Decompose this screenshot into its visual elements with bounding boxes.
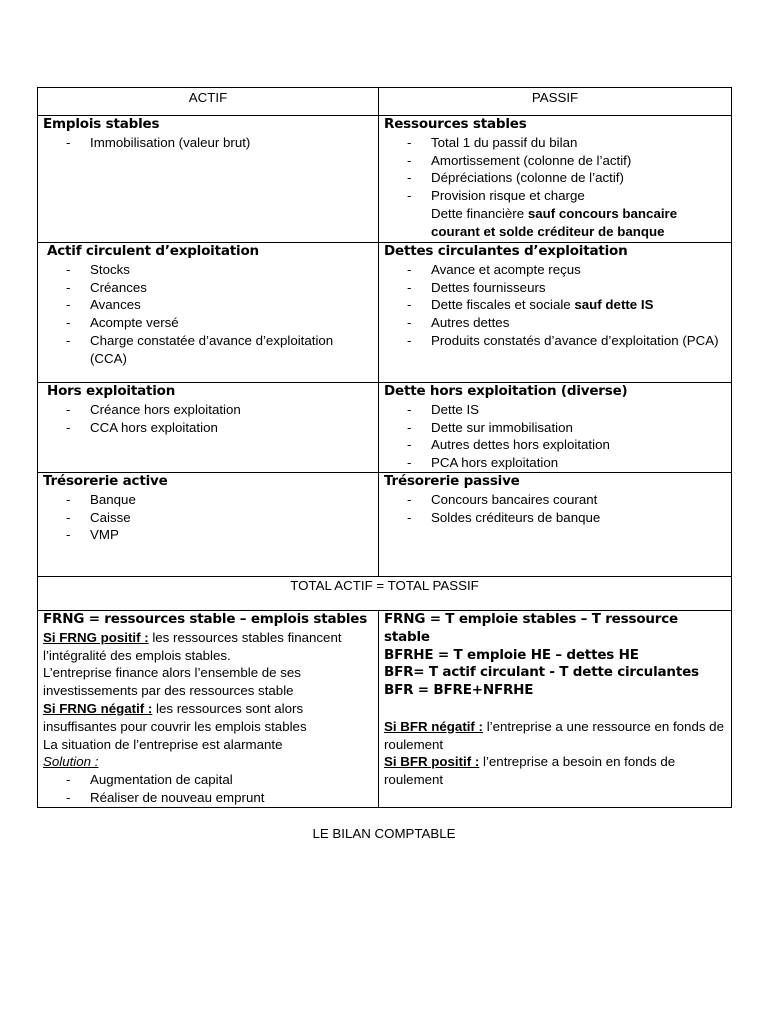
hors-exploitation-title: Hors exploitation	[47, 383, 176, 399]
tresorerie-active-title: Trésorerie active	[43, 472, 168, 489]
list-item: - Acompte versé	[90, 314, 373, 332]
frng-line3: La situation de l’entreprise est alarmante	[43, 736, 283, 752]
document-caption: LE BILAN COMPTABLE	[312, 826, 456, 841]
hors-exploitation-row	[38, 383, 732, 473]
list-item: - Autres dettes hors exploitation	[431, 436, 726, 454]
tresorerie-passive-list	[384, 491, 726, 527]
list-item: - Banque	[90, 491, 373, 509]
list-item: - Dépréciations (colonne de l’actif)	[431, 169, 726, 187]
list-item: - Autres dettes	[431, 314, 726, 332]
frng-negative	[43, 700, 373, 736]
frng-positive-label: Si FRNG positif :	[43, 629, 149, 645]
total-cell: TOTAL ACTIF = TOTAL PASSIF	[38, 576, 732, 610]
solution-label: Solution :	[43, 754, 99, 770]
list-item: - Augmentation de capital	[90, 771, 373, 789]
bfr-cell	[379, 610, 732, 807]
bfr-positive	[384, 753, 726, 789]
list-item: - Stocks	[90, 261, 373, 279]
list-item: - Créance hors exploitation	[90, 401, 373, 419]
dettes-circulantes-list	[384, 261, 726, 350]
dettes-circulantes-cell	[379, 243, 732, 383]
tresorerie-active-list	[43, 491, 373, 544]
list-item: - PCA hors exploitation	[431, 454, 726, 472]
list-item	[431, 296, 726, 314]
tresorerie-active-cell	[38, 472, 379, 576]
spacer	[384, 700, 726, 718]
list-item: - Dette sur immobilisation	[431, 419, 726, 437]
list-item: - Dettes fournisseurs	[431, 279, 726, 297]
bfr-positive-label: Si BFR positif :	[384, 754, 480, 770]
emplois-stables-list	[43, 134, 373, 152]
list-item: - Réaliser de nouveau emprunt	[90, 789, 373, 807]
list-item: - Créances	[90, 279, 373, 297]
circulant-row	[38, 243, 732, 383]
bfr-formula-3: BFR= T actif circulant - T dette circulantes	[384, 664, 699, 681]
bfr-formula-4: BFR = BFRE+NFRHE	[384, 682, 534, 699]
tresorerie-passive-cell	[379, 472, 732, 576]
balance-sheet-table	[37, 87, 732, 808]
list-item: - Total 1 du passif du bilan	[431, 134, 726, 152]
frng-negative-text: les ressources sont alors insuffisantes pour couvrir les emplois stables	[43, 700, 307, 734]
stable-row	[38, 116, 732, 243]
actif-circulant-list	[43, 261, 373, 368]
passif-header: PASSIF	[379, 88, 732, 116]
fiscal-exception: sauf dette IS	[574, 297, 654, 313]
dette-hors-exploitation-title: Dette hors exploitation (diverse)	[384, 383, 628, 399]
frng-positive	[43, 629, 373, 665]
bfr-negative-text: l’entreprise a une ressource en fonds de roulement	[384, 718, 724, 752]
dette-hors-exploitation-cell	[379, 383, 732, 473]
bfr-negative	[384, 718, 726, 754]
frng-positive-text: les ressources stables financent l’intégralité des emplois stables.	[43, 629, 342, 663]
bfr-formula-1: FRNG = T emploie stables – T ressource stable	[384, 610, 679, 645]
tresorerie-row	[38, 472, 732, 576]
dette-financiere-text: Dette financière	[431, 205, 528, 221]
list-item: - Concours bancaires courant	[431, 491, 726, 509]
bfr-formula-2: BFRHE = T emploie HE – dettes HE	[384, 646, 639, 663]
frng-line2: L’entreprise finance alors l’ensemble de ses investissements par des ressources stable	[43, 665, 301, 699]
list-item: - Dette IS	[431, 401, 726, 419]
list-item: - Soldes créditeurs de banque	[431, 509, 726, 527]
list-item: - Produits constatés d’avance d’exploitation (PCA)	[431, 332, 726, 350]
analysis-row	[38, 610, 732, 807]
dette-hors-exploitation-list	[384, 401, 726, 472]
hors-exploitation-cell	[38, 383, 379, 473]
bfr-positive-text: l’entreprise a besoin en fonds de roulement	[384, 754, 676, 788]
total-row	[38, 576, 732, 610]
ressources-stables-cell	[379, 116, 732, 243]
bfr-negative-label: Si BFR négatif :	[384, 718, 483, 734]
hors-exploitation-list	[43, 401, 373, 437]
list-item: - Immobilisation (valeur brut)	[90, 134, 373, 152]
header-row	[38, 88, 732, 116]
solution-list	[43, 771, 373, 807]
tresorerie-passive-title: Trésorerie passive	[384, 472, 520, 489]
emplois-stables-title: Emplois stables	[43, 116, 160, 132]
list-item: - Amortissement (colonne de l’actif)	[431, 152, 726, 170]
frng-cell	[38, 610, 379, 807]
dette-financiere-line	[384, 205, 726, 241]
fiscal-text: Dette fiscales et sociale	[431, 297, 575, 313]
ressources-stables-list	[384, 134, 726, 205]
emplois-stables-cell	[38, 116, 379, 243]
dettes-circulantes-title: Dettes circulantes d’exploitation	[384, 243, 628, 259]
list-item: - Charge constatée d’avance d’exploitation (CCA)	[90, 332, 373, 368]
list-item: - Avances	[90, 296, 373, 314]
list-item: - Provision risque et charge	[431, 187, 726, 205]
frng-formula: FRNG = ressources stable – emplois stables	[43, 610, 368, 627]
ressources-stables-title: Ressources stables	[384, 116, 527, 132]
list-item: - Avance et acompte reçus	[431, 261, 726, 279]
actif-circulant-cell	[38, 243, 379, 383]
actif-header: ACTIF	[38, 88, 379, 116]
list-item: - CCA hors exploitation	[90, 419, 373, 437]
list-item: - VMP	[90, 526, 373, 544]
dette-financiere-exception: sauf concours bancaire courant et solde créditeur de banque	[431, 205, 678, 239]
list-item: - Caisse	[90, 509, 373, 527]
frng-negative-label: Si FRNG négatif :	[43, 700, 153, 716]
actif-circulant-title: Actif circulent d’exploitation	[47, 243, 259, 259]
